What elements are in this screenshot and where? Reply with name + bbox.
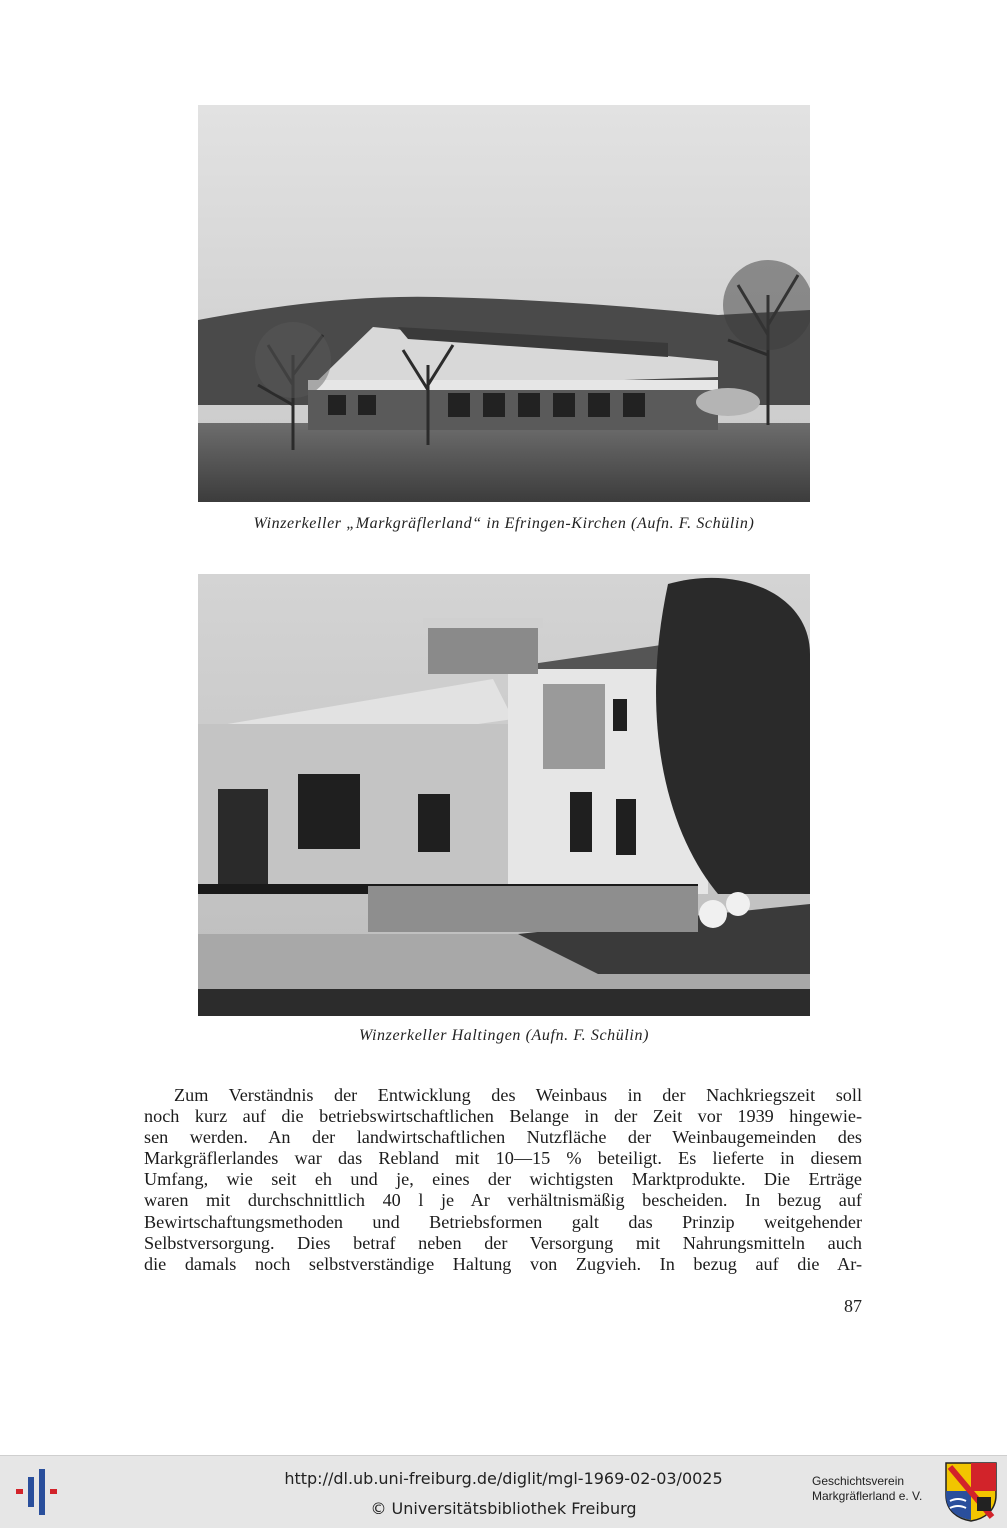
org-name-line-1: Geschichtsverein <box>812 1474 905 1488</box>
winery-building-photo-icon <box>198 574 810 1016</box>
footer-bar <box>0 1455 1007 1528</box>
page-number: 87 <box>844 1296 862 1316</box>
text-line: waren mit durchschnittlich 40 l je Ar verhältnismäßig bescheiden. In bezug auf <box>144 1190 862 1211</box>
text-line: Markgräflerlandes war das Rebland mit 10—15 % beteiligt. Es lieferte in diesem <box>144 1148 862 1169</box>
footer-url-link[interactable]: http://dl.ub.uni-freiburg.de/diglit/mgl-1969-02-03/0025 <box>284 1469 723 1488</box>
text-line: Selbstversorgung. Dies betraf neben der Versorgung mit Nahrungsmitteln auch <box>144 1232 862 1253</box>
photo-winzerkeller-efringen <box>198 105 810 502</box>
text-line: Zum Verständnis der Entwicklung des Weinbaus in der Nachkriegszeit soll <box>174 1085 862 1105</box>
photo-winzerkeller-haltingen <box>198 574 810 1016</box>
footer-copyright: © Universitätsbibliothek Freiburg <box>370 1499 637 1518</box>
org-name-line-2: Markgräflerland e. V. <box>812 1489 923 1503</box>
text-line: noch kurz auf die betriebswirtschaftlichen Belange in der Zeit vor 1939 hingewie- <box>144 1106 862 1127</box>
text-line: Umfang, wie seit eh und je, eines der wichtigsten Marktprodukte. Die Erträge <box>144 1169 862 1190</box>
figure-caption-1: Winzerkeller „Markgräflerland“ in Efringen-Kirchen (Aufn. F. Schülin) <box>253 515 755 532</box>
text-line: sen werden. An der landwirtschaftlichen Nutzfläche der Weinbaugemeinden des <box>144 1127 862 1148</box>
coat-of-arms-icon <box>944 1461 998 1523</box>
footer-organization <box>812 1474 942 1504</box>
winery-building-photo-icon <box>198 105 810 502</box>
text-line: Bewirtschaftungsmethoden und Betriebsformen galt das Prinzip weitgehender <box>144 1211 862 1232</box>
text-line: die damals noch selbstverständige Haltung von Zugvieh. In bezug auf die Ar- <box>144 1253 862 1274</box>
figure-caption-2: Winzerkeller Haltingen (Aufn. F. Schülin) <box>358 1027 650 1044</box>
body-paragraph <box>144 1085 862 1275</box>
